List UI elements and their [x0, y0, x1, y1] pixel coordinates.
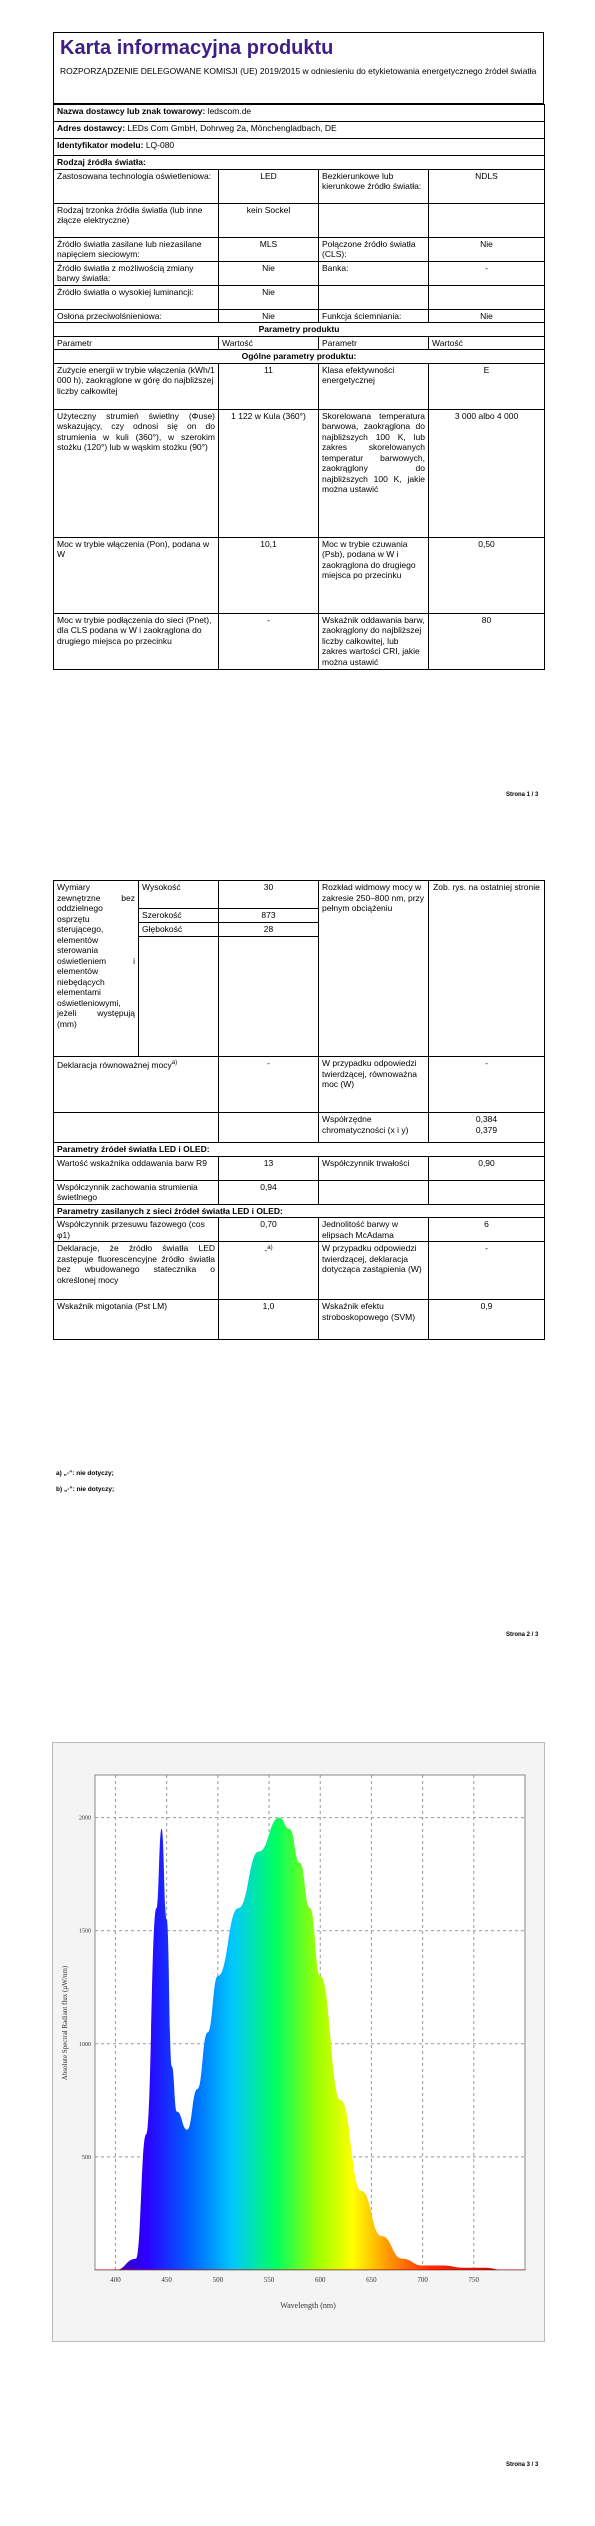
- table-row: Głębokość 28: [54, 923, 545, 937]
- table-row: Moc w trybie podłączenia do sieci (Pnet), dla CLS podana w W i zaokrąglona do drugiego miejsca po przecinku - Wskaźnik oddawania barw, zaokrąglony do najbliższej liczby całkowitej, lub zakres wartości CRI, jakie można ustawić 80: [54, 613, 545, 669]
- x-tick-label: 650: [366, 2276, 377, 2284]
- page-number-3: Strona 3 / 3: [506, 2462, 539, 2468]
- footnote-b: b) „-”: nie dotyczy;: [56, 1486, 115, 1493]
- table-row: Moc w trybie włączenia (Pon), podana w W 10,1 Moc w trybie czuwania (Psb), podana w W i zaokrąglona do drugiego miejsca po przecinku 0,50: [54, 537, 545, 613]
- table-row: Deklaracja równoważnej mocy$^{a)}$ - W przypadku odpowiedzi twierdzącej, równoważna moc (W) -: [54, 1057, 545, 1113]
- table-row: Osłona przeciwolśnieniowa: Nie Funkcja ściemniania: Nie: [54, 309, 545, 323]
- page-2: [0, 880, 595, 1680]
- table-row: Zużycie energii w trybie włączenia (kWh/1 000 h), zaokrąglone w górę do najbliższej liczby całkowitej 11 Klasa efektywności energetycznej E: [54, 363, 545, 409]
- x-tick-label: 550: [263, 2276, 275, 2284]
- header-frame: [53, 32, 544, 104]
- page-1: [0, 0, 595, 800]
- spectrum-chart-frame: [52, 1742, 545, 2342]
- table-row: Współczynnik zachowania strumienia świetlnego 0,94: [54, 1180, 545, 1204]
- x-tick-label: 400: [110, 2276, 121, 2284]
- y-tick-label: 2000: [79, 1815, 91, 1822]
- mains-header: Parametry zasilanych z sieci źródeł światła LED i OLED:: [54, 1204, 545, 1218]
- page-title: Karta informacyjna produktu: [60, 37, 334, 59]
- table-row: Wymiary zewnętrzne bez oddzielnego osprzętu sterującego, elementów sterowania oświetleniem i elementów niebędących elementami oświetleniowymi, jeżeli występują (mm) Wysokość 30 Rozkład widmowy mocy w zakresie 250–800 nm, przy pełnym obciążeniu Zob. rys. na ostatniej stronie: [54, 881, 545, 909]
- x-tick-label: 500: [212, 2276, 224, 2284]
- footnote-a: a) „-”: nie dotyczy;: [56, 1470, 114, 1477]
- supplier-address-label: Adres dostawcy:: [57, 123, 126, 133]
- table-row: Szerokość 873: [54, 909, 545, 923]
- x-tick-label: 450: [161, 2276, 172, 2284]
- table-row: Źródło światła zasilane lub niezasilane napięciem sieciowym: MLS Połączone źródło światła (CLS): Nie: [54, 237, 545, 261]
- table-row: Rodzaj trzonka źródła światła (lub inne złącze elektryczne) kein Sockel: [54, 203, 545, 237]
- table-row: Współczynnik przesuwu fazowego (cos φ1) 0,70 Jednolitość barwy w elipsach McAdama 6: [54, 1218, 545, 1242]
- model-label: Identyfikator modelu:: [57, 140, 144, 150]
- table-row: Źródło światła o wysokiej luminancji: Nie: [54, 285, 545, 309]
- table-p2: [53, 880, 544, 1340]
- page-number-2: Strona 2 / 3: [506, 1632, 539, 1638]
- y-tick-label: 1000: [79, 2041, 91, 2048]
- params-header: Parametry produktu: [54, 323, 545, 337]
- table-p1: Nazwa dostawcy lub znak towarowy: ledscom.de Adres dostawcy: LEDs Com GmbH, Dohrweg 2a, Mönchengladbach, DE Identyfikator modelu: LQ-080 Rodzaj źródła światła: Zastosowana technologia oświetleniowa: LED Bezkierunkowe lub kierunkowe źródło światła: NDLS Rodzaj trzonka źródła światła (lub inne złącze elektryczne) kein Sockel Źródło światła zasilane lub niezasilane napięciem sieciowym: MLS Połączone źródło światła (CLS): Nie Źródło światła z możliwością zmiany barwy światła: Nie Banka: - Źródło światła o wysokiej luminancji: Nie Osłona przeciwolśnieniowa: Nie Funkcja ściemniania: Nie Parametry produktu Parametr Wartość Parametr Wartość Ogólne parametry produktu: Zużycie energii w trybie włączenia (kWh/1 000 h), zaokrąglone w górę do najbliższej liczby całkowitej 11 Klasa efektywności energetycznej E Użyteczny strumień świetlny (Φuse) wskazujący, czy odnosi się on do strumienia w kuli (360°), w szerokim stożku (120°) lub w wąskim stożku (90°) 1 122 w Kula (360°) Skorelowana temperatura barwowa, zaokrąglona do najbliższych 100 K, lub zakres skorelowanych temperatur barwowych, zaokrąglony do najbliższych 100 K, jakie można ustawić 3 000 albo 4 000 Moc w trybie włączenia (Pon), podana w W 10,1 Moc w trybie czuwania (Psb), podana w W i zaokrąglona do drugiego miejsca po przecinku 0,50 Moc w trybie podłączenia do sieci (Pnet), dla CLS podana w W i zaokrąglona do drugiego miejsca po przecinku - Wskaźnik oddawania barw, zaokrąglony do najbliższej liczby całkowitej, lub zakres wartości CRI, jakie można ustawić 80: [53, 104, 544, 670]
- led-header: Parametry źródeł światła LED i OLED:: [54, 1143, 545, 1157]
- regulation-subtitle: ROZPORZĄDZENIE DELEGOWANE KOMISJI (UE) 2019/2015 w odniesieniu do etykietowania energetycznego źródeł światła: [60, 66, 537, 76]
- y-tick-label: 500: [82, 2154, 91, 2161]
- y-tick-label: 1500: [79, 1928, 91, 1935]
- general-params-header: Ogólne parametry produktu:: [54, 350, 545, 364]
- table-row: Użyteczny strumień świetlny (Φuse) wskazujący, czy odnosi się on do strumienia w kuli (360°), w szerokim stożku (120°) lub w wąskim stożku (90°) 1 122 w Kula (360°) Skorelowana temperatura barwowa, zaokrąglona do najbliższych 100 K, lub zakres skorelowanych temperatur barwowych, zaokrąglony do najbliższych 100 K, jakie można ustawić 3 000 albo 4 000: [54, 409, 545, 537]
- x-tick-label: 700: [417, 2276, 428, 2284]
- y-axis-label: Absolute Spectral Radiant flux (µW/nm): [61, 1965, 69, 2081]
- table-row: Współrzędne chromatyczności (x i y) 0,384 0,379: [54, 1113, 545, 1143]
- table-row: Wartość wskaźnika oddawania barw R9 13 Współczynnik trwałości 0,90: [54, 1156, 545, 1180]
- table-row: Deklaracje, że źródło światła LED zastępuje fluorescencyjne źródło światła bez wbudowanego statecznika o określonej mocy -$^{a)}$ W przypadku odpowiedzi twierdzącej, deklaracja dotycząca zastąpienia (W) -: [54, 1242, 545, 1300]
- model-value: LQ-080: [145, 140, 175, 150]
- table-row: Wskaźnik migotania (Pst LM) 1,0 Wskaźnik efektu stroboskopowego (SVM) 0,9: [54, 1300, 545, 1340]
- dims-label: Wymiary zewnętrzne bez oddzielnego osprzętu sterującego, elementów sterowania oświetleniem i elementów niebędących elementami oświetleniowymi, jeżeli występują (mm): [54, 881, 139, 1057]
- table-row: Zastosowana technologia oświetleniowa: LED Bezkierunkowe lub kierunkowe źródło światła: NDLS: [54, 169, 545, 203]
- x-tick-label: 600: [314, 2276, 326, 2284]
- supplier-address-value: LEDs Com GmbH, Dohrweg 2a, Mönchengladbach, DE: [127, 123, 337, 133]
- supplier-name-label: Nazwa dostawcy lub znak towarowy:: [57, 106, 206, 116]
- x-axis-label: Wavelength (nm): [280, 2301, 336, 2310]
- x-tick-label: 750: [468, 2276, 480, 2284]
- source-type-header: Rodzaj źródła światła:: [54, 156, 545, 170]
- spectrum-chart: [53, 1743, 544, 2341]
- page-number-1: Strona 1 / 3: [506, 792, 539, 798]
- table-row: Źródło światła z możliwością zmiany barwy światła: Nie Banka: -: [54, 261, 545, 285]
- supplier-name-value: ledscom.de: [207, 106, 252, 116]
